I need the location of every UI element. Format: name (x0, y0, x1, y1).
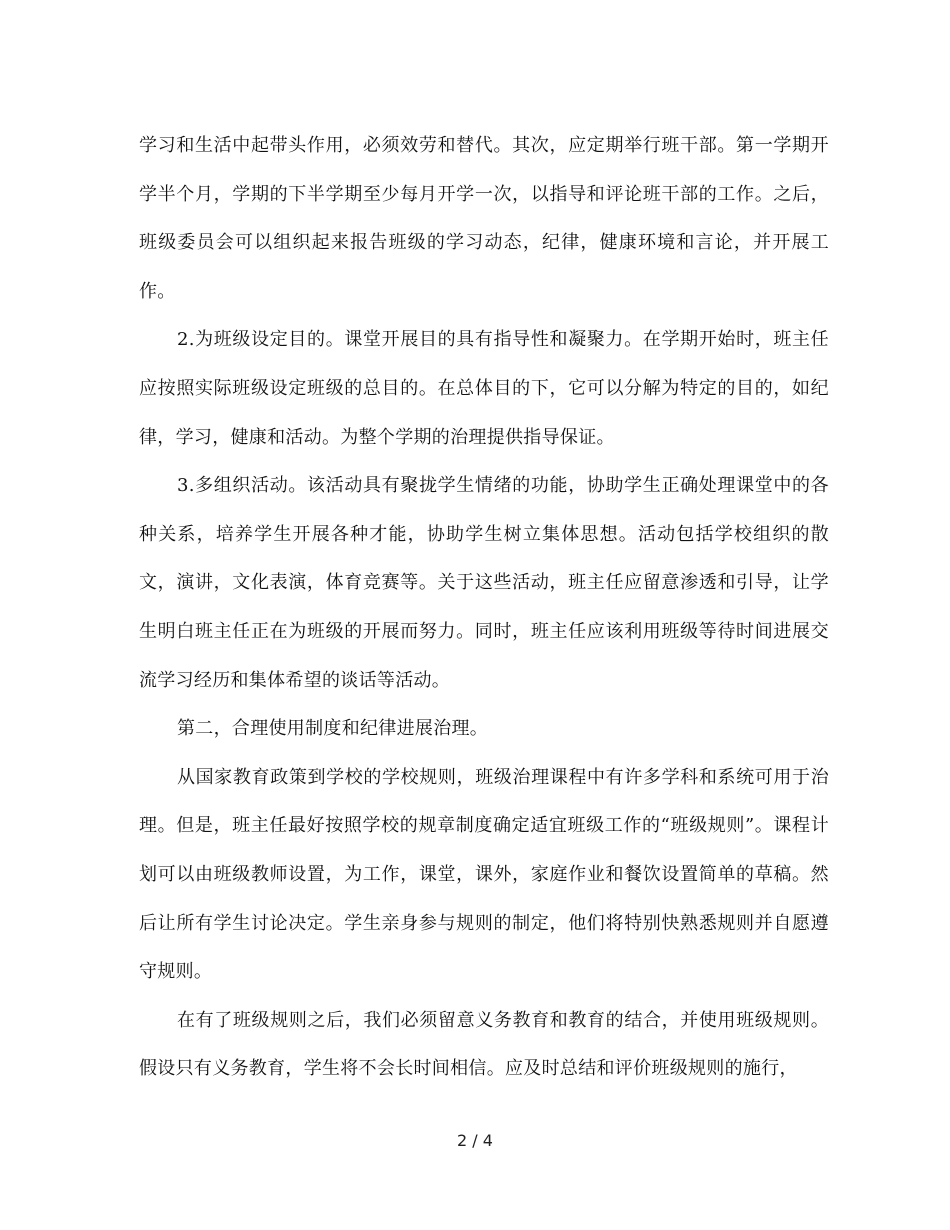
paragraph-1: 学习和生活中起带头作用，必须效劳和替代。其次，应定期举行班干部。第一学期开学半个月，学期的下半学期至少每月开学一次，以指导和评论班干部的工作。之后，班级委员会可以组织起来报告班级的学习动态，纪律，健康环境和言论，并开展工作。 (139, 135, 829, 302)
paragraph-3: 3.多组织活动。该活动具有聚拢学生情绪的功能，协助学生正确处理课堂中的各种关系，培养学生开展各种才能，协助学生树立集体思想。活动包括学校组织的散文，演讲，文化表演，体育竞赛等。关于这些活动，班主任应留意渗透和引导，让学生明白班主任正在为班级的开展而努力。同时，班主任应该利用班级等待时间进展交流学习经历和集体希望的谈话等活动。 (139, 475, 829, 691)
paragraph-5: 从国家教育政策到学校的学校规则，班级治理课程中有许多学科和系统可用于治理。但是，班主任最好按照学校的规章制度确定适宜班级工作的“班级规则”。课程计划可以由班级教师设置，为工作，课堂，课外，家庭作业和餐饮设置简单的草稿。然后让所有学生讨论决定。学生亲身参与规则的制定，他们将特别快熟悉规则并自愿遵守规则。 (139, 766, 829, 983)
page-number: 2 / 4 (457, 1131, 493, 1150)
paragraph-2: 2.为班级设定目的。课堂开展目的具有指导性和凝聚力。在学期开始时，班主任应按照实际班级设定班级的总目的。在总体目的下，它可以分解为特定的目的，如纪律，学习，健康和活动。为整个学期的治理提供指导保证。 (139, 329, 829, 448)
document-body (139, 122, 829, 1094)
paragraph-6: 在有了班级规则之后，我们必须留意义务教育和教育的结合，并使用班级规则。假设只有义务教育，学生将不会长时间相信。应及时总结和评价班级规则的施行， (139, 1009, 829, 1080)
paragraph-4: 第二，合理使用制度和纪律进展治理。 (177, 718, 489, 740)
